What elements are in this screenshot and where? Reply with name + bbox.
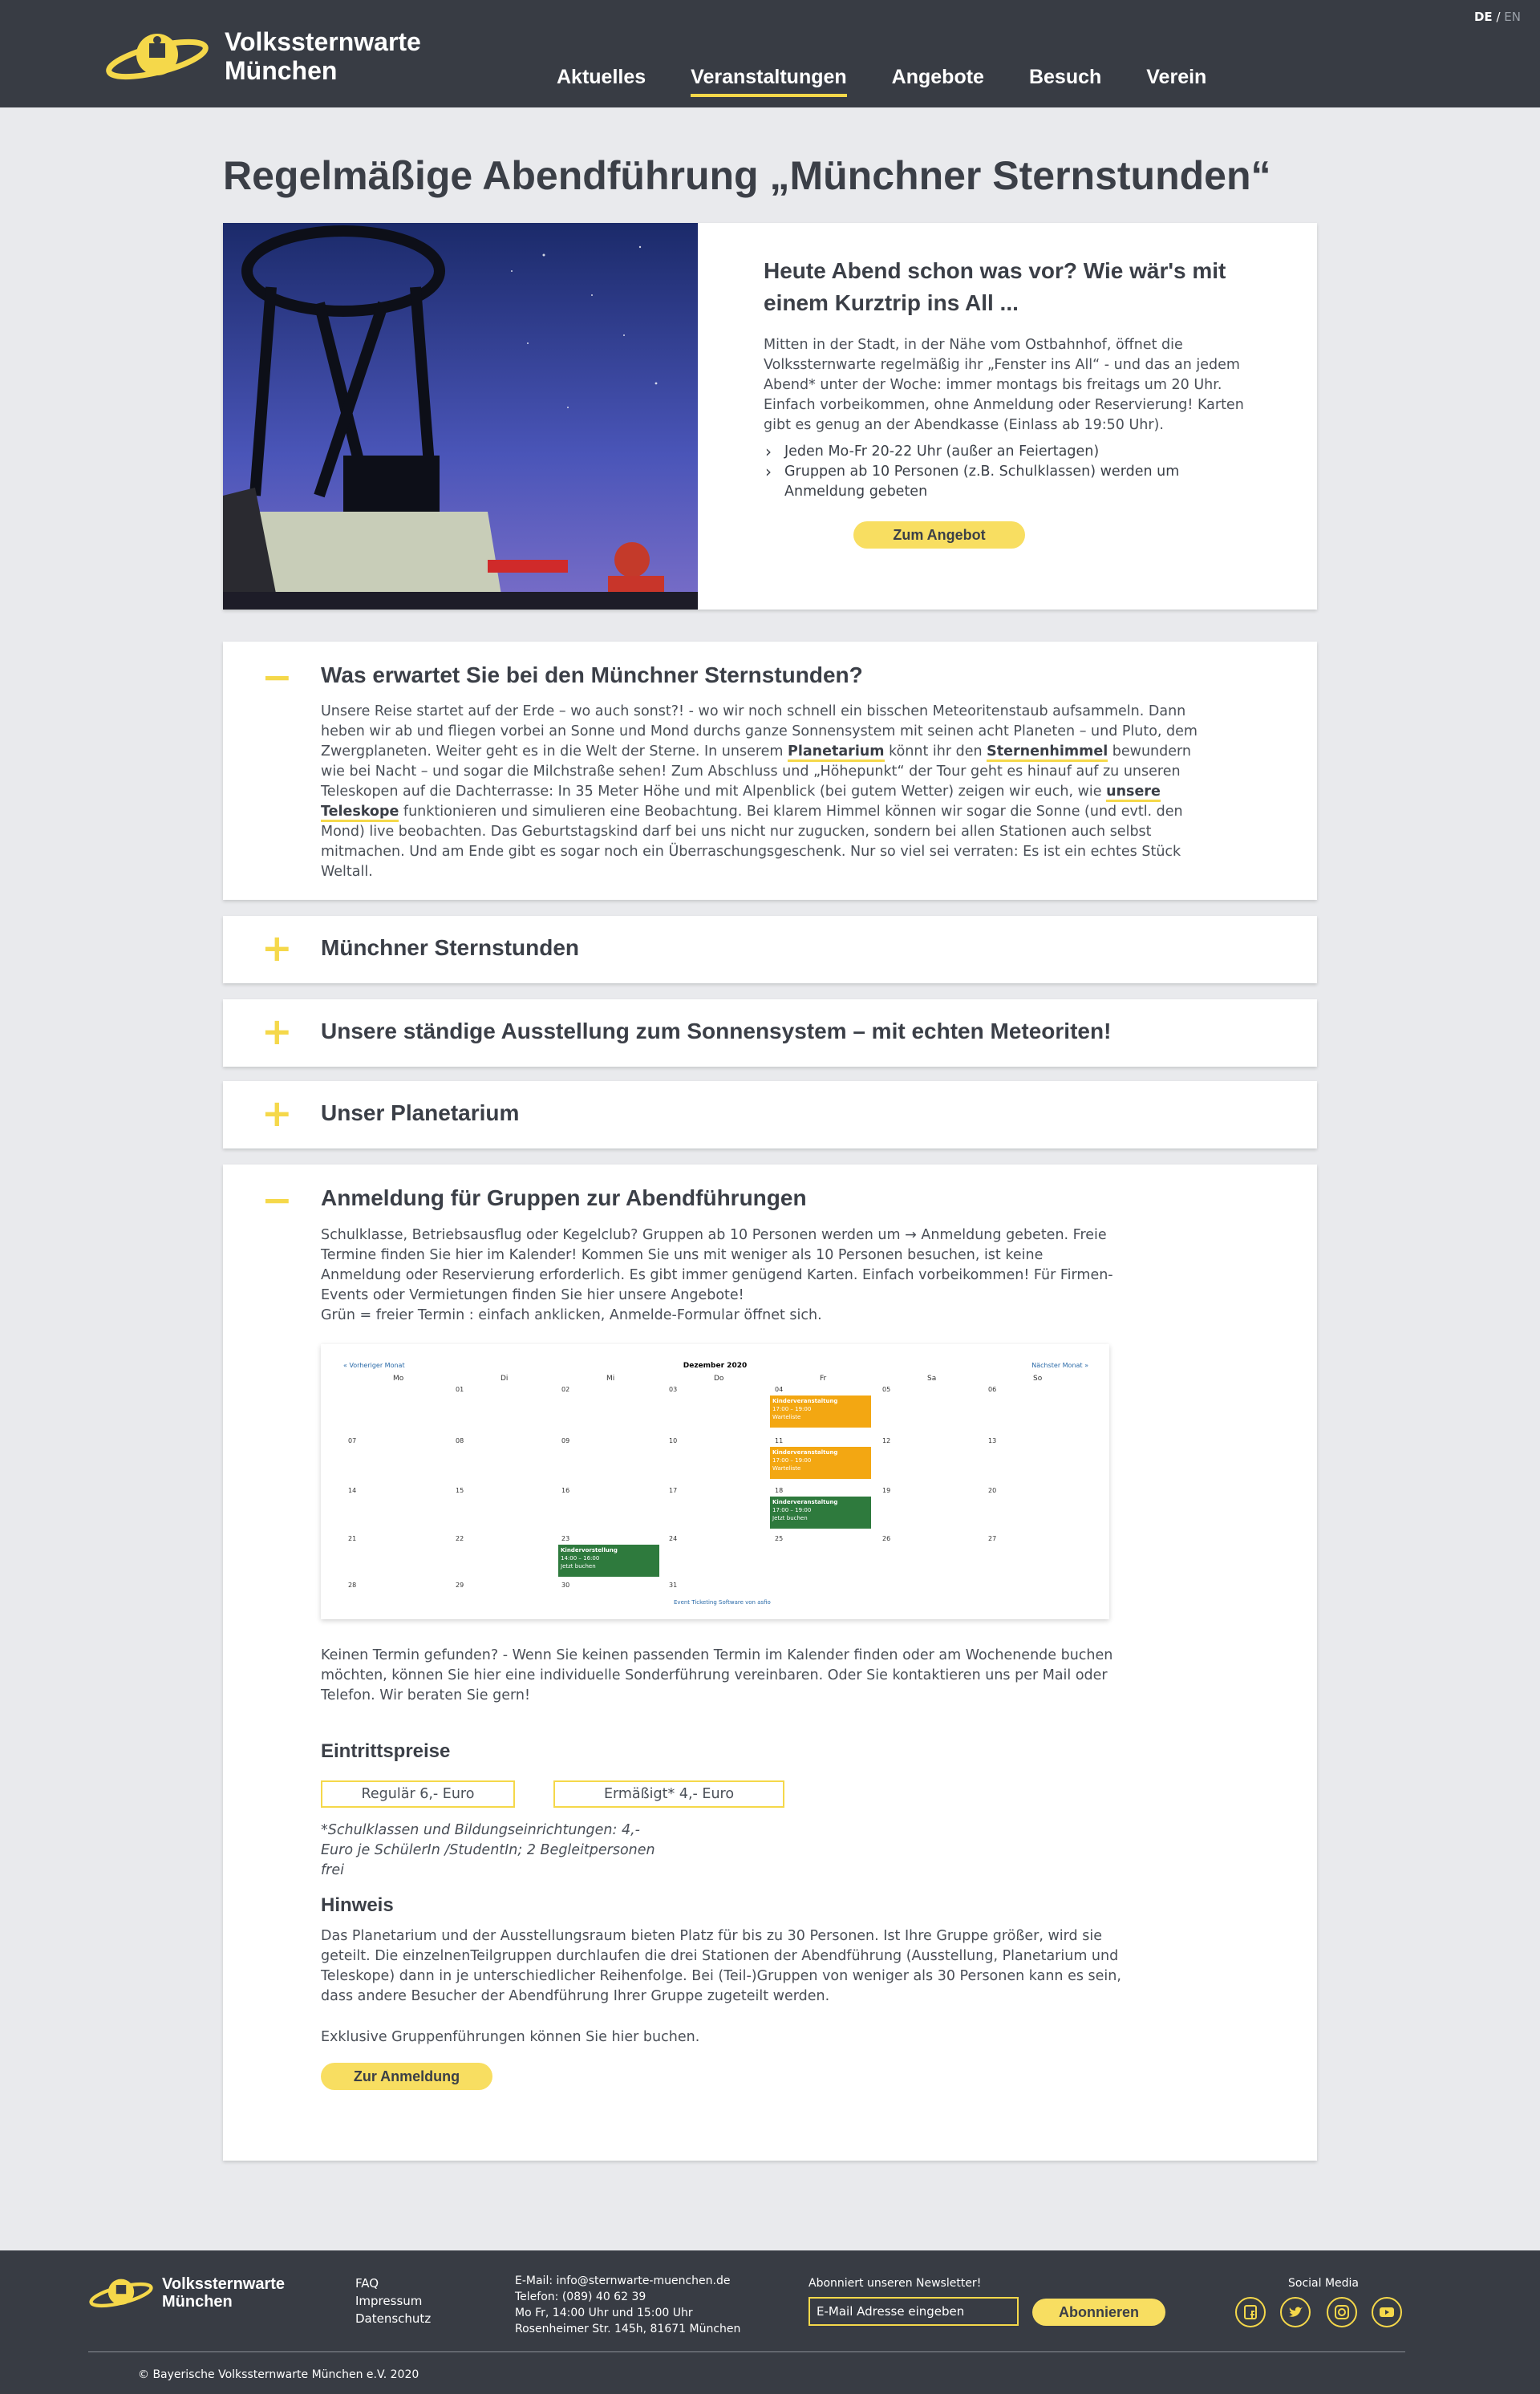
expand-icon[interactable]: +: [261, 1010, 293, 1053]
calendar-event-waitlist[interactable]: [770, 1447, 871, 1479]
calendar-day: 04: [775, 1386, 784, 1393]
footer-divider: [88, 2351, 1405, 2352]
expand-icon[interactable]: +: [261, 1092, 293, 1135]
body-text: bewundern wie bei Nacht – und sogar die Milchstraße sehen! Zum Abschluss und „Höhepunkt“ der Tour geht es hinauf auf zu unseren Teleskopen auf die Dachterrasse: In 35 Meter Höhe und mit Alpenblick (bei gutem Wetter) zeigen wir euch, wie: [321, 743, 1192, 800]
calendar-day: 23: [561, 1535, 570, 1542]
nav-verein[interactable]: Verein: [1146, 66, 1207, 88]
calendar-day: 13: [988, 1437, 997, 1444]
calendar-day: 27: [988, 1535, 997, 1542]
footer-logo[interactable]: [88, 2275, 285, 2311]
calendar-day: 18: [775, 1487, 784, 1494]
calendar-day: 02: [561, 1386, 570, 1393]
group-intro-text: Schulklasse, Betriebsausflug oder Kegelclub? Gruppen ab 10 Personen werden um → Anmeldung gebeten. Freie Termine finden Sie hier im Kalender! Kommen Sie uns mit weniger als 10 Personen besuchen, ist keine Anmeldung oder Reservierung erforderlich. Es gibt immer genügend Karten. Einfach vorbeikommen! Für Firmen-Events oder Vermietungen finden Sie hier unsere Angebote!: [321, 1227, 1113, 1303]
newsletter-label: Abonniert unseren Newsletter!: [808, 2277, 982, 2290]
facebook-icon[interactable]: [1235, 2297, 1266, 2327]
hero-bullets: [764, 442, 1245, 502]
calendar-day: 10: [669, 1437, 678, 1444]
calendar-hint: Grün = freier Termin : einfach anklicken, Anmelde-Formular öffnet sich.: [321, 1307, 822, 1323]
telescope-image: [223, 223, 698, 610]
prev-month-link[interactable]: « Vorheriger Monat: [343, 1362, 405, 1369]
event-title: Kinderveranstaltung: [772, 1499, 838, 1505]
calendar-day: 14: [348, 1487, 357, 1494]
accordion-item-ausstellung[interactable]: [223, 999, 1317, 1067]
page-title: Regelmäßige Abendführung „Münchner Sternstunden“: [223, 153, 1271, 198]
list-item: › Gruppen ab 10 Personen (z.B. Schulklassen) werden um Anmeldung gebeten: [764, 462, 1245, 502]
calendar-day: 17: [669, 1487, 678, 1494]
calendar-day: 22: [456, 1535, 464, 1542]
nav-besuch[interactable]: Besuch: [1028, 66, 1102, 88]
accordion-item-anmeldung: [223, 1165, 1317, 2161]
body-text: könnt ihr den: [884, 743, 987, 760]
subscribe-button[interactable]: Abonnieren: [1032, 2299, 1165, 2326]
event-time: 14:00 – 16:00: [561, 1555, 600, 1562]
teleskope-link[interactable]: unsere Teleskope: [321, 784, 1161, 822]
calendar-month: Dezember 2020: [683, 1362, 748, 1370]
accordion-title[interactable]: Münchner Sternstunden: [321, 935, 580, 960]
day-header: So: [1033, 1375, 1043, 1383]
site-name-line2: München: [225, 56, 338, 85]
calendar-day: 19: [882, 1487, 891, 1494]
exclusive-text: Exklusive Gruppenführungen können Sie hier buchen.: [321, 2029, 700, 2045]
hero-heading: Heute Abend schon was vor? Wie wär's mit einem Kurztrip ins All ...: [764, 258, 1226, 315]
calendar-day: 26: [882, 1535, 891, 1542]
zum-angebot-button[interactable]: Zum Angebot: [853, 521, 1025, 549]
lang-de-link[interactable]: DE: [1473, 10, 1493, 24]
event-status: Warteliste: [772, 1465, 801, 1472]
calendar-day: 15: [456, 1487, 464, 1494]
footer-contact: [515, 2273, 740, 2337]
accordion-title[interactable]: Unsere ständige Ausstellung zum Sonnensystem – mit echten Meteoriten!: [321, 1019, 1112, 1043]
event-title: Kinderveranstaltung: [772, 1398, 838, 1404]
footer-link-datenschutz[interactable]: Datenschutz: [355, 2311, 432, 2326]
site-footer: [0, 2250, 1540, 2394]
footer-links: [355, 2275, 431, 2327]
calendar-day: 25: [775, 1535, 784, 1542]
calendar-day: 06: [988, 1386, 997, 1393]
calendar-day: 03: [669, 1386, 678, 1393]
day-header: Di: [500, 1375, 509, 1383]
hint-text: Das Planetarium und der Ausstellungsraum bieten Platz für bis zu 30 Personen. Ist Ihre Gruppe größer, wird sie geteilt. Die einzelnenTeilgruppen durchlaufen die drei Stationen der Abendführung (Ausstellung, Planetarium und Teleskope) dann in je unterschiedlicher Reihenfolge. Bei (Teil-)Gruppen von weniger als 30 Personen kann es sein, dass andere Besucher der Abendführung Ihrer Gruppe zugeteilt werden.: [321, 1928, 1121, 2004]
nav-aktuelles[interactable]: Aktuelles: [557, 66, 646, 88]
footer-phone[interactable]: Telefon: (089) 40 62 39: [515, 2291, 646, 2303]
accordion-item-planetarium[interactable]: [223, 1081, 1317, 1148]
no-date-text: Keinen Termin gefunden? - Wenn Sie keinen passenden Termin im Kalender finden oder am Wochenende buchen möchten, können Sie hier eine individuelle Sonderführung vereinbaren. Oder Sie kontaktieren uns per Mail oder Telefon. Wir beraten Sie gern!: [321, 1647, 1113, 1703]
youtube-icon[interactable]: [1372, 2297, 1402, 2327]
event-status: Warteliste: [772, 1414, 801, 1420]
event-time: 17:00 – 19:00: [772, 1457, 812, 1464]
accordion-title[interactable]: Unser Planetarium: [321, 1100, 520, 1125]
price-reduced: Ermäßigt* 4,- Euro: [553, 1780, 784, 1808]
site-logo[interactable]: [104, 27, 421, 85]
collapse-icon[interactable]: −: [261, 1178, 293, 1221]
day-header: Sa: [927, 1375, 937, 1383]
hero-text: Mitten in der Stadt, in der Nähe vom Ostbahnhof, öffnet die Volkssternwarte regelmäßig ihr „Fenster ins All“ - und das an jedem Abend* unter der Woche: immer montags bis freitags um 20 Uhr. Einfach vorbeikommen, ohne Anmeldung oder Reservierung! Karten gibt es genug an der Abendkasse (Einlass ab 19:50 Uhr).: [764, 337, 1244, 433]
copyright: © Bayerische Volkssternwarte München e.V. 2020: [138, 2368, 419, 2381]
expand-icon[interactable]: +: [261, 926, 293, 970]
calendar-event-bookable[interactable]: [770, 1497, 871, 1529]
nav-angebote[interactable]: Angebote: [891, 66, 984, 88]
accordion-title[interactable]: Anmeldung für Gruppen zur Abendführungen: [321, 1185, 807, 1210]
calendar-day: 21: [348, 1535, 357, 1542]
planetarium-link[interactable]: Planetarium: [788, 743, 884, 762]
footer-link-faq[interactable]: FAQ: [355, 2276, 379, 2291]
collapse-icon[interactable]: −: [261, 655, 293, 699]
zur-anmeldung-button[interactable]: Zur Anmeldung: [321, 2063, 492, 2090]
prices-heading: Eintrittspreise: [321, 1740, 451, 1762]
price-regular: Regulär 6,- Euro: [321, 1780, 515, 1808]
footer-name-line2: München: [162, 2293, 233, 2311]
calendar-day: 30: [561, 1582, 570, 1589]
footer-hours: Mo Fr, 14:00 Uhr und 15:00 Uhr: [515, 2307, 693, 2319]
day-header: Fr: [820, 1375, 827, 1383]
accordion-body: [321, 702, 1219, 882]
event-title: Kindervorstellung: [561, 1547, 618, 1553]
accordion-title[interactable]: Was erwartet Sie bei den Münchner Sternstunden?: [321, 662, 863, 687]
nav-veranstaltungen[interactable]: Veranstaltungen: [691, 66, 847, 97]
instagram-icon[interactable]: [1327, 2297, 1357, 2327]
calendar-day: 07: [348, 1437, 357, 1444]
main-nav: [557, 66, 1206, 97]
event-status: Jetzt buchen: [772, 1515, 808, 1521]
twitter-icon[interactable]: [1280, 2297, 1311, 2327]
calendar-credit[interactable]: Event Ticketing Software von asfio: [674, 1599, 771, 1606]
calendar-day: 08: [456, 1437, 464, 1444]
calendar-day: 12: [882, 1437, 891, 1444]
footer-link-impressum[interactable]: Impressum: [355, 2294, 423, 2308]
event-title: Kinderveranstaltung: [772, 1449, 838, 1456]
calendar-day: 20: [988, 1487, 997, 1494]
social-media-label: Social Media: [1288, 2277, 1360, 2290]
accordion-item-sternstunden[interactable]: [223, 916, 1317, 983]
list-item: › Jeden Mo-Fr 20-22 Uhr (außer an Feiertagen): [764, 442, 1245, 462]
calendar-day: 28: [348, 1582, 357, 1589]
calendar-day: 16: [561, 1487, 570, 1494]
day-header: Mi: [606, 1375, 615, 1383]
event-time: 17:00 – 19:00: [772, 1406, 812, 1412]
site-name-line1: Volkssternwarte: [225, 27, 421, 56]
saturn-logo-icon: [88, 2275, 154, 2311]
event-time: 17:00 – 19:00: [772, 1507, 812, 1513]
price-note: *Schulklassen und Bildungseinrichtungen: 4,- Euro je SchülerIn /StudentIn; 2 Begleitpersonen frei: [321, 1822, 655, 1878]
next-month-link[interactable]: Nächster Monat »: [1031, 1362, 1088, 1369]
lang-en-link[interactable]: EN: [1504, 10, 1521, 24]
event-calendar: [321, 1344, 1109, 1619]
accordion-item-expectations: [223, 642, 1317, 900]
day-header: Do: [714, 1375, 724, 1383]
body-text: Unsere Reise startet auf der Erde – wo auch sonst?! - wo wir noch schnell ein bisschen Meteoritenstaub aufsammeln. Dann heben wir ab und fliegen vorbei an Sonne und Mond durchs ganze Sonnensystem mit seinen acht Planeten – und Pluto, dem Zwergplaneten. Weiter geht es in die Welt der Sterne. In unserem: [321, 703, 1198, 760]
newsletter-email-input[interactable]: E-Mail Adresse eingeben: [808, 2297, 1019, 2326]
language-switch: [1474, 10, 1521, 24]
calendar-event-bookable[interactable]: [558, 1545, 659, 1577]
day-header: Mo: [393, 1375, 404, 1383]
sternenhimmel-link[interactable]: Sternenhimmel: [987, 743, 1108, 762]
calendar-day: 31: [669, 1582, 678, 1589]
lang-separator: /: [1496, 10, 1501, 24]
footer-name-line1: Volkssternwarte: [162, 2275, 286, 2293]
hint-heading: Hinweis: [321, 1894, 394, 1916]
calendar-day: 11: [775, 1437, 784, 1444]
saturn-logo-icon: [104, 27, 210, 85]
calendar-day: 05: [882, 1386, 891, 1393]
calendar-day: 01: [456, 1386, 464, 1393]
footer-address: Rosenheimer Str. 145h, 81671 München: [515, 2323, 741, 2335]
intro-card: [223, 223, 1317, 610]
calendar-day: 24: [669, 1535, 678, 1542]
body-text: funktionieren und simulieren eine Beobachtung. Bei klarem Himmel können wir sogar die Sonne (und evtl. den Mond) live beobachten. Das Geburtstagskind darf bei uns nicht nur zugucken, sondern bei allen Stationen auch selbst mitmachen. Und am Ende gibt es sogar noch ein Überraschungsgeschenk. Nur so viel sei verraten: Es ist ein echtes Stück Weltall.: [321, 804, 1183, 880]
footer-email[interactable]: E-Mail: info@sternwarte-muenchen.de: [515, 2275, 731, 2287]
calendar-event-waitlist[interactable]: [770, 1395, 871, 1428]
calendar-day: 09: [561, 1437, 570, 1444]
calendar-day: 29: [456, 1582, 464, 1589]
site-header: [0, 0, 1540, 107]
event-status: Jetzt buchen: [561, 1563, 596, 1570]
